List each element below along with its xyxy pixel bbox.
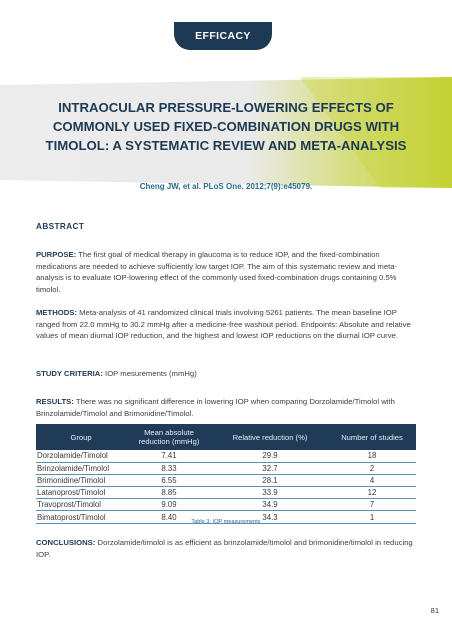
- page-number: 81: [430, 606, 439, 615]
- cell-studies: 7: [328, 499, 416, 511]
- cell-mean-absolute: 7.41: [126, 450, 212, 462]
- cell-group: Bimatoprost/Timolol: [36, 511, 126, 523]
- conclusions-paragraph: [36, 537, 416, 560]
- cell-mean-absolute: 8.33: [126, 462, 212, 474]
- results-table: [36, 424, 416, 524]
- table-header-row: [36, 424, 416, 450]
- cell-relative: 34.9: [212, 499, 328, 511]
- methods-paragraph: [36, 307, 416, 342]
- table-row: [36, 499, 416, 511]
- table-row: [36, 474, 416, 486]
- table-row: [36, 487, 416, 499]
- purpose-text: The first goal of medical therapy in glaucoma is to reduce IOP, and the fixed-combination medications are needed to achieve sufficiently low target IOP. The aim of this systematic review and meta-analysis is to evaluate IOP-lowering effect of the commonly used fixed-combination drugs containing 0.5% timolol.: [36, 250, 398, 294]
- cell-mean-absolute: 8.85: [126, 487, 212, 499]
- cell-relative: 28.1: [212, 474, 328, 486]
- table-caption: Table 3: IOP measurements: [191, 519, 261, 525]
- cell-relative: 32.7: [212, 462, 328, 474]
- cell-studies: 12: [328, 487, 416, 499]
- cell-group: Latanoprost/Timolol: [36, 487, 126, 499]
- cell-studies: 18: [328, 450, 416, 462]
- purpose-paragraph: [36, 249, 416, 295]
- methods-text: Meta-analysis of 41 randomized clinical trials involving 5261 patients. The mean baseline IOP ranged from 22.0 mmHg to 30.2 mmHg after a medicine-free washout period. Endpoints: Absolute and relative values of mean diurnal IOP reduction, and the highest and lowest IOP reductions on the diurnal IOP curve.: [36, 308, 411, 341]
- cell-group: Brinzolamide/Timolol: [36, 462, 126, 474]
- cell-group: Travoprost/Timolol: [36, 499, 126, 511]
- title-line: INTRAOCULAR PRESSURE-LOWERING EFFECTS OF: [58, 100, 394, 115]
- table-row: [36, 450, 416, 462]
- cell-group: Dorzolamide/Timolol: [36, 450, 126, 462]
- study-criteria-paragraph: [36, 368, 416, 380]
- cell-relative: 33.9: [212, 487, 328, 499]
- cell-group: Brimonidine/Timolol: [36, 474, 126, 486]
- purpose-label: PURPOSE:: [36, 250, 77, 259]
- cell-mean-absolute: 6.55: [126, 474, 212, 486]
- cell-mean-absolute: 8.40: [126, 511, 212, 523]
- study-criteria-label: STUDY CRITERIA:: [36, 369, 103, 378]
- results-paragraph: [36, 396, 416, 419]
- conclusions-label: CONCLUSIONS:: [36, 538, 96, 547]
- conclusions-text: Dorzolamide/timolol is as efficient as brinzolamide/timolol and brimonidine/timolol in reducing IOP.: [36, 538, 413, 559]
- col-header-studies: Number of studies: [328, 424, 416, 450]
- cell-studies: 1: [328, 511, 416, 523]
- article-title: [40, 98, 412, 155]
- cell-studies: 2: [328, 462, 416, 474]
- cell-mean-absolute: 9.09: [126, 499, 212, 511]
- study-criteria-text: IOP mesurements (mmHg): [102, 369, 197, 378]
- methods-label: METHODS:: [36, 308, 77, 317]
- cell-relative: 34.3: [212, 511, 328, 523]
- citation-link[interactable]: Cheng JW, et al. PLoS One. 2012;7(9):e45079.: [139, 182, 313, 191]
- col-header-mean-absolute: Mean absolute reduction (mmHg): [126, 424, 212, 450]
- cell-relative: 29.9: [212, 450, 328, 462]
- results-label: RESULTS:: [36, 397, 74, 406]
- title-line: COMMONLY USED FIXED-COMBINATION DRUGS WITH: [52, 119, 400, 134]
- results-text: There was no significant difference in lowering IOP when comparing Dorzolamide/Timolol with Brinzolamide/Timolol and Brimonidine/Timolol.: [36, 397, 395, 418]
- title-line: TIMOLOL: A SYSTEMATIC REVIEW AND META-ANALYSIS: [45, 138, 407, 153]
- col-header-relative: Relative reduction (%): [212, 424, 328, 450]
- col-header-group: Group: [36, 424, 126, 450]
- table-row: [36, 462, 416, 474]
- section-tab: EFFICACY: [174, 22, 272, 50]
- cell-studies: 4: [328, 474, 416, 486]
- abstract-heading: ABSTRACT: [36, 222, 85, 231]
